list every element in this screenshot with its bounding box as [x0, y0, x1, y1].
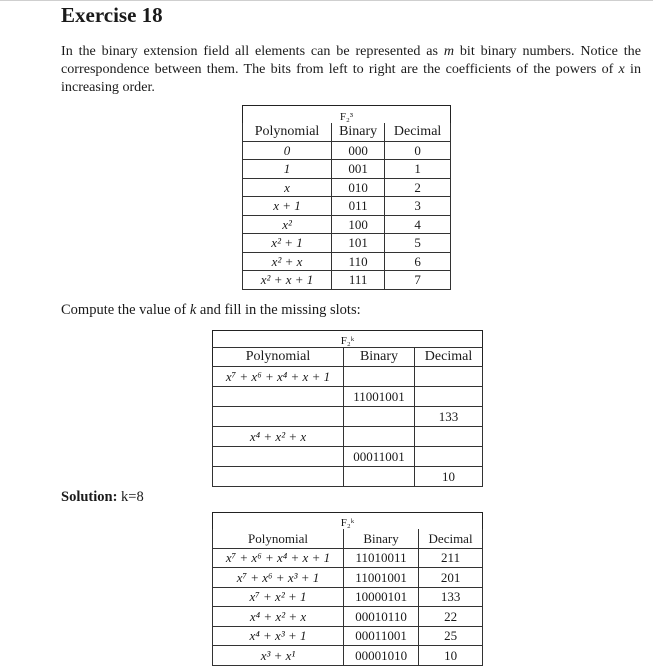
decimal-cell: 2 [385, 178, 451, 197]
column-header-decimal: Decimal [415, 348, 483, 367]
polynomial-cell: x² + x + 1 [243, 271, 332, 290]
binary-cell: 00011001 [344, 447, 415, 467]
column-header-binary: Binary [332, 123, 385, 141]
decimal-cell: 4 [385, 215, 451, 234]
table-row [213, 587, 483, 607]
table-row [213, 626, 483, 646]
polynomial-cell: x⁴ + x² + x [213, 607, 344, 627]
polynomial-cell: 1 [243, 160, 332, 179]
table-row [213, 646, 483, 666]
decimal-cell: 0 [385, 141, 451, 160]
compute-text-1: Compute the value of [61, 302, 190, 318]
decimal-cell: 10 [419, 646, 483, 666]
polynomial-cell: x [243, 178, 332, 197]
polynomial-cell [213, 467, 344, 487]
decimal-cell: 6 [385, 252, 451, 271]
decimal-cell [415, 387, 483, 407]
solution-line [61, 489, 144, 506]
table-row [213, 548, 483, 568]
table-caption: F₂ᵏ [340, 335, 355, 347]
table-row [213, 367, 483, 387]
polynomial-cell [213, 387, 344, 407]
decimal-cell: 201 [419, 568, 483, 588]
column-header-polynomial: Polynomial [243, 123, 332, 141]
column-header-polynomial: Polynomial [213, 348, 344, 367]
polynomial-cell: x⁴ + x³ + 1 [213, 626, 344, 646]
decimal-cell: 133 [419, 587, 483, 607]
column-header-decimal: Decimal [419, 529, 483, 548]
table-row [243, 234, 451, 253]
binary-cell: 011 [332, 197, 385, 216]
polynomial-cell: x + 1 [243, 197, 332, 216]
polynomial-cell [213, 447, 344, 467]
solution-value: k=8 [117, 489, 144, 505]
intro-text-3: in increasing order. [61, 61, 641, 95]
binary-cell: 100 [332, 215, 385, 234]
table-caption: F₂ᵏ [340, 517, 355, 529]
top-divider [0, 0, 653, 1]
table-row [243, 197, 451, 216]
binary-cell: 11001001 [344, 568, 419, 588]
exercise-title: Exercise 18 [61, 3, 163, 27]
table-row [243, 215, 451, 234]
polynomial-cell: x⁴ + x² + x [213, 427, 344, 447]
binary-cell: 110 [332, 252, 385, 271]
column-header-decimal: Decimal [385, 123, 451, 141]
polynomial-cell: x⁷ + x⁶ + x³ + 1 [213, 568, 344, 588]
binary-cell: 00001010 [344, 646, 419, 666]
binary-cell [344, 467, 415, 487]
polynomial-cell: x² + x [243, 252, 332, 271]
table-row [243, 178, 451, 197]
decimal-cell: 1 [385, 160, 451, 179]
decimal-cell [415, 427, 483, 447]
polynomial-cell [213, 407, 344, 427]
table-row [213, 407, 483, 427]
decimal-cell: 10 [415, 467, 483, 487]
gf8-table [242, 105, 451, 290]
binary-cell: 001 [332, 160, 385, 179]
polynomial-cell: 0 [243, 141, 332, 160]
binary-cell [344, 427, 415, 447]
decimal-cell: 22 [419, 607, 483, 627]
column-header-binary: Binary [344, 529, 419, 548]
binary-cell [344, 407, 415, 427]
table-row [243, 141, 451, 160]
intro-symbol-m: m [443, 43, 455, 59]
binary-cell: 010 [332, 178, 385, 197]
compute-symbol-k: k [189, 302, 197, 318]
intro-text-2: bit binary numbers. Notice the correspondence between them. The bits from left to right are the coefficients of the powers of [61, 43, 641, 77]
decimal-cell: 211 [419, 548, 483, 568]
binary-cell: 111 [332, 271, 385, 290]
decimal-cell: 7 [385, 271, 451, 290]
table-row [243, 160, 451, 179]
column-header-polynomial: Polynomial [213, 529, 344, 548]
decimal-cell [415, 367, 483, 387]
binary-cell: 101 [332, 234, 385, 253]
decimal-cell: 5 [385, 234, 451, 253]
intro-symbol-x: x [618, 61, 625, 77]
polynomial-cell: x³ + x¹ [213, 646, 344, 666]
polynomial-cell: x⁷ + x⁶ + x⁴ + x + 1 [213, 548, 344, 568]
binary-cell: 10000101 [344, 587, 419, 607]
solution-table [212, 512, 483, 666]
solution-label: Solution: [61, 489, 118, 505]
intro-paragraph [61, 42, 641, 96]
decimal-cell: 133 [415, 407, 483, 427]
compute-instruction [61, 302, 361, 319]
table-row [213, 427, 483, 447]
table-row [243, 271, 451, 290]
table-caption: F₂³ [243, 106, 451, 124]
compute-text-2: and fill in the missing slots: [196, 302, 361, 318]
binary-cell: 00010110 [344, 607, 419, 627]
binary-cell: 000 [332, 141, 385, 160]
table-row [243, 252, 451, 271]
binary-cell: 11010011 [344, 548, 419, 568]
decimal-cell [415, 447, 483, 467]
polynomial-cell: x⁷ + x⁶ + x⁴ + x + 1 [213, 367, 344, 387]
binary-cell [344, 367, 415, 387]
polynomial-cell: x² + 1 [243, 234, 332, 253]
intro-text-1: In the binary extension field all elements can be represented as [61, 43, 444, 59]
polynomial-cell: x⁷ + x² + 1 [213, 587, 344, 607]
table-row [213, 607, 483, 627]
table-row [213, 387, 483, 407]
table-row [213, 467, 483, 487]
table-row [213, 568, 483, 588]
table-row [213, 447, 483, 467]
decimal-cell: 3 [385, 197, 451, 216]
exercise-table [212, 330, 483, 487]
polynomial-cell: x² [243, 215, 332, 234]
column-header-binary: Binary [344, 348, 415, 367]
decimal-cell: 25 [419, 626, 483, 646]
binary-cell: 00011001 [344, 626, 419, 646]
binary-cell: 11001001 [344, 387, 415, 407]
